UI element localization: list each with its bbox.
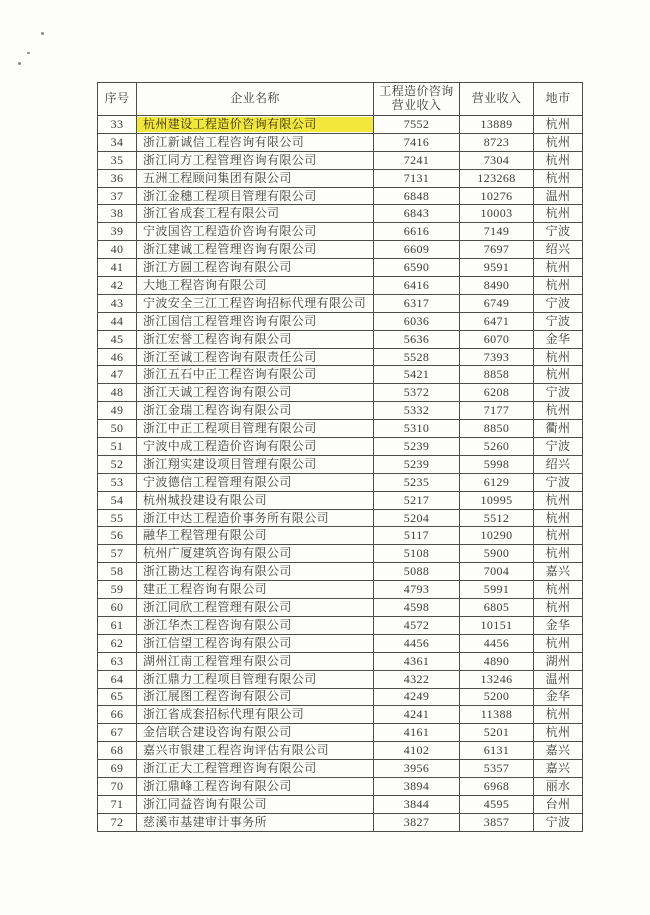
company-name-cell: 浙江天诚工程咨询有限公司 xyxy=(137,384,374,402)
company-name-cell: 金信联合建设咨询有限公司 xyxy=(137,724,374,742)
header-revenue: 营业收入 xyxy=(460,83,534,116)
table-row xyxy=(98,634,583,652)
city-cell: 宁波 xyxy=(534,223,583,241)
city-cell: 嘉兴 xyxy=(534,563,583,581)
revenue-cell: 5357 xyxy=(460,760,534,778)
rank-cell: 51 xyxy=(98,438,137,456)
cost-revenue-cell: 4361 xyxy=(374,652,460,670)
cost-revenue-cell: 5372 xyxy=(374,384,460,402)
cost-revenue-cell: 5421 xyxy=(374,366,460,384)
company-name-cell: 宁波国咨工程造价咨询有限公司 xyxy=(137,223,374,241)
company-name-cell xyxy=(137,116,374,134)
city-cell: 杭州 xyxy=(534,366,583,384)
cost-revenue-cell: 5239 xyxy=(374,438,460,456)
cost-revenue-cell: 6843 xyxy=(374,205,460,223)
revenue-cell: 7697 xyxy=(460,241,534,259)
revenue-cell: 8490 xyxy=(460,277,534,295)
company-name-cell: 浙江至诚工程咨询有限责任公司 xyxy=(137,348,374,366)
city-cell: 温州 xyxy=(534,187,583,205)
company-name-cell: 浙江中正工程项目管理有限公司 xyxy=(137,420,374,438)
rank-cell: 41 xyxy=(98,259,137,277)
cost-revenue-cell: 6036 xyxy=(374,312,460,330)
header-company-name: 企业名称 xyxy=(137,83,374,116)
revenue-cell: 5201 xyxy=(460,724,534,742)
table-row xyxy=(98,241,583,259)
company-name-cell: 浙江鼎力工程项目管理有限公司 xyxy=(137,670,374,688)
company-name-cell: 五洲工程顾问集团有限公司 xyxy=(137,169,374,187)
table-row xyxy=(98,742,583,760)
city-cell: 杭州 xyxy=(534,634,583,652)
rank-cell: 67 xyxy=(98,724,137,742)
table-row xyxy=(98,760,583,778)
table-row xyxy=(98,545,583,563)
rank-cell: 48 xyxy=(98,384,137,402)
table-row xyxy=(98,223,583,241)
revenue-cell: 3857 xyxy=(460,813,534,831)
company-name-cell: 浙江同欣工程管理有限公司 xyxy=(137,599,374,617)
rank-cell: 59 xyxy=(98,581,137,599)
header-cost-consulting-revenue: 工程造价咨询营业收入 xyxy=(374,83,460,116)
cost-revenue-cell: 4793 xyxy=(374,581,460,599)
rank-cell: 56 xyxy=(98,527,137,545)
table-row xyxy=(98,813,583,831)
city-cell: 杭州 xyxy=(534,706,583,724)
rank-cell: 53 xyxy=(98,473,137,491)
revenue-cell: 8850 xyxy=(460,420,534,438)
city-cell: 宁波 xyxy=(534,813,583,831)
table-row xyxy=(98,402,583,420)
cost-revenue-cell: 7416 xyxy=(374,133,460,151)
company-name-cell: 浙江省成套工程有限公司 xyxy=(137,205,374,223)
company-name-cell: 浙江勘达工程咨询有限公司 xyxy=(137,563,374,581)
rank-cell: 61 xyxy=(98,616,137,634)
cost-revenue-cell: 4456 xyxy=(374,634,460,652)
city-cell: 杭州 xyxy=(534,205,583,223)
scan-speck xyxy=(27,52,30,54)
revenue-cell: 6131 xyxy=(460,742,534,760)
table-body xyxy=(98,116,583,832)
cost-revenue-cell: 4102 xyxy=(374,742,460,760)
company-name-cell: 浙江金穗工程项目管理有限公司 xyxy=(137,187,374,205)
table-row xyxy=(98,777,583,795)
table-row xyxy=(98,366,583,384)
table-row xyxy=(98,724,583,742)
city-cell: 杭州 xyxy=(534,151,583,169)
revenue-cell: 6471 xyxy=(460,312,534,330)
cost-revenue-cell: 3844 xyxy=(374,795,460,813)
city-cell: 温州 xyxy=(534,670,583,688)
company-name-cell: 大地工程咨询有限公司 xyxy=(137,277,374,295)
revenue-cell: 6968 xyxy=(460,777,534,795)
cost-revenue-cell: 5239 xyxy=(374,455,460,473)
rank-cell: 60 xyxy=(98,599,137,617)
revenue-cell: 10290 xyxy=(460,527,534,545)
company-name-cell: 宁波安全三江工程咨询招标代理有限公司 xyxy=(137,294,374,312)
city-cell: 绍兴 xyxy=(534,241,583,259)
company-name-cell: 浙江同益咨询有限公司 xyxy=(137,795,374,813)
table-row xyxy=(98,706,583,724)
revenue-cell: 6805 xyxy=(460,599,534,617)
cost-revenue-cell: 4241 xyxy=(374,706,460,724)
revenue-cell: 9591 xyxy=(460,259,534,277)
cost-revenue-cell: 5217 xyxy=(374,491,460,509)
company-name-cell: 浙江宏誉工程咨询有限公司 xyxy=(137,330,374,348)
header-city: 地市 xyxy=(534,83,583,116)
revenue-cell: 7304 xyxy=(460,151,534,169)
city-cell: 杭州 xyxy=(534,402,583,420)
scan-speck xyxy=(40,31,44,35)
rank-cell: 38 xyxy=(98,205,137,223)
cost-revenue-cell: 4249 xyxy=(374,688,460,706)
table-row xyxy=(98,563,583,581)
rank-cell: 66 xyxy=(98,706,137,724)
city-cell: 宁波 xyxy=(534,473,583,491)
rank-cell: 64 xyxy=(98,670,137,688)
table-row xyxy=(98,133,583,151)
table-row xyxy=(98,795,583,813)
revenue-cell: 5260 xyxy=(460,438,534,456)
table-row xyxy=(98,205,583,223)
table-row xyxy=(98,616,583,634)
table-row xyxy=(98,652,583,670)
revenue-cell: 4595 xyxy=(460,795,534,813)
company-name-cell: 浙江中达工程造价事务所有限公司 xyxy=(137,509,374,527)
revenue-cell: 4456 xyxy=(460,634,534,652)
rank-cell: 44 xyxy=(98,312,137,330)
company-name-cell: 浙江国信工程管理咨询有限公司 xyxy=(137,312,374,330)
company-name-cell: 融华工程管理有限公司 xyxy=(137,527,374,545)
cost-revenue-cell: 3894 xyxy=(374,777,460,795)
table-row xyxy=(98,527,583,545)
company-ranking-table xyxy=(97,82,583,832)
header-rank: 序号 xyxy=(98,83,137,116)
revenue-cell: 7149 xyxy=(460,223,534,241)
revenue-cell: 6208 xyxy=(460,384,534,402)
table-row xyxy=(98,348,583,366)
cost-revenue-cell: 5310 xyxy=(374,420,460,438)
city-cell: 宁波 xyxy=(534,438,583,456)
city-cell: 杭州 xyxy=(534,169,583,187)
rank-cell: 42 xyxy=(98,277,137,295)
table-row xyxy=(98,330,583,348)
company-name-cell: 浙江金瑞工程咨询有限公司 xyxy=(137,402,374,420)
rank-cell: 43 xyxy=(98,294,137,312)
cost-revenue-cell: 4161 xyxy=(374,724,460,742)
city-cell: 湖州 xyxy=(534,652,583,670)
city-cell: 杭州 xyxy=(534,724,583,742)
company-name-cell: 浙江省成套招标代理有限公司 xyxy=(137,706,374,724)
table-row xyxy=(98,599,583,617)
rank-cell: 65 xyxy=(98,688,137,706)
rank-cell: 69 xyxy=(98,760,137,778)
cost-revenue-cell: 6416 xyxy=(374,277,460,295)
rank-cell: 71 xyxy=(98,795,137,813)
cost-revenue-cell: 4322 xyxy=(374,670,460,688)
table-row xyxy=(98,420,583,438)
table-row xyxy=(98,509,583,527)
company-name-cell: 浙江信望工程咨询有限公司 xyxy=(137,634,374,652)
city-cell: 台州 xyxy=(534,795,583,813)
rank-cell: 72 xyxy=(98,813,137,831)
revenue-cell: 5998 xyxy=(460,455,534,473)
revenue-cell: 8723 xyxy=(460,133,534,151)
city-cell: 嘉兴 xyxy=(534,742,583,760)
rank-cell: 50 xyxy=(98,420,137,438)
city-cell: 金华 xyxy=(534,688,583,706)
rank-cell: 37 xyxy=(98,187,137,205)
cost-revenue-cell: 6616 xyxy=(374,223,460,241)
company-name-cell: 浙江新诚信工程咨询有限公司 xyxy=(137,133,374,151)
company-name-cell: 宁波德信工程管理有限公司 xyxy=(137,473,374,491)
cost-revenue-cell: 3827 xyxy=(374,813,460,831)
company-name-cell: 浙江五石中正工程咨询有限公司 xyxy=(137,366,374,384)
revenue-cell: 5991 xyxy=(460,581,534,599)
cost-revenue-cell: 6609 xyxy=(374,241,460,259)
table-row xyxy=(98,688,583,706)
cost-revenue-cell: 5528 xyxy=(374,348,460,366)
cost-revenue-cell: 5636 xyxy=(374,330,460,348)
ranking-table-container xyxy=(97,82,582,832)
table-row xyxy=(98,384,583,402)
rank-cell: 36 xyxy=(98,169,137,187)
table-row xyxy=(98,312,583,330)
cost-revenue-cell: 7552 xyxy=(374,116,460,134)
revenue-cell: 6070 xyxy=(460,330,534,348)
table-row xyxy=(98,169,583,187)
table-row xyxy=(98,581,583,599)
table-row xyxy=(98,151,583,169)
table-row xyxy=(98,116,583,134)
rank-cell: 47 xyxy=(98,366,137,384)
city-cell: 杭州 xyxy=(534,545,583,563)
city-cell: 杭州 xyxy=(534,491,583,509)
company-name-cell: 浙江正大工程管理咨询有限公司 xyxy=(137,760,374,778)
rank-cell: 54 xyxy=(98,491,137,509)
city-cell: 杭州 xyxy=(534,116,583,134)
company-name-cell: 慈溪市基建审计事务所 xyxy=(137,813,374,831)
cost-revenue-cell: 4572 xyxy=(374,616,460,634)
revenue-cell: 13246 xyxy=(460,670,534,688)
rank-cell: 58 xyxy=(98,563,137,581)
table-row xyxy=(98,455,583,473)
city-cell: 金华 xyxy=(534,330,583,348)
company-name-cell: 浙江鼎峰工程咨询有限公司 xyxy=(137,777,374,795)
rank-cell: 55 xyxy=(98,509,137,527)
cost-revenue-cell: 5088 xyxy=(374,563,460,581)
revenue-cell: 5900 xyxy=(460,545,534,563)
company-name-cell: 杭州广厦建筑咨询有限公司 xyxy=(137,545,374,563)
revenue-cell: 5200 xyxy=(460,688,534,706)
cost-revenue-cell: 4598 xyxy=(374,599,460,617)
company-name-cell: 浙江方圆工程咨询有限公司 xyxy=(137,259,374,277)
header-row xyxy=(98,83,583,116)
city-cell: 杭州 xyxy=(534,133,583,151)
city-cell: 杭州 xyxy=(534,527,583,545)
company-name-cell: 浙江翔实建设项目管理有限公司 xyxy=(137,455,374,473)
revenue-cell: 7393 xyxy=(460,348,534,366)
city-cell: 宁波 xyxy=(534,294,583,312)
revenue-cell: 7177 xyxy=(460,402,534,420)
city-cell: 杭州 xyxy=(534,599,583,617)
table-row xyxy=(98,473,583,491)
rank-cell: 33 xyxy=(98,116,137,134)
cost-revenue-cell: 5117 xyxy=(374,527,460,545)
city-cell: 嘉兴 xyxy=(534,760,583,778)
city-cell: 宁波 xyxy=(534,384,583,402)
revenue-cell: 10276 xyxy=(460,187,534,205)
revenue-cell: 6129 xyxy=(460,473,534,491)
cost-revenue-cell: 7241 xyxy=(374,151,460,169)
cost-revenue-cell: 6848 xyxy=(374,187,460,205)
company-name-cell: 浙江建诚工程管理咨询有限公司 xyxy=(137,241,374,259)
rank-cell: 45 xyxy=(98,330,137,348)
rank-cell: 35 xyxy=(98,151,137,169)
company-name-cell: 杭州城投建设有限公司 xyxy=(137,491,374,509)
company-name-cell: 建正工程咨询有限公司 xyxy=(137,581,374,599)
rank-cell: 39 xyxy=(98,223,137,241)
rank-cell: 63 xyxy=(98,652,137,670)
cost-revenue-cell: 7131 xyxy=(374,169,460,187)
revenue-cell: 4890 xyxy=(460,652,534,670)
revenue-cell: 123268 xyxy=(460,169,534,187)
table-row xyxy=(98,277,583,295)
cost-revenue-cell: 5108 xyxy=(374,545,460,563)
cost-revenue-cell: 5204 xyxy=(374,509,460,527)
highlighted-company-name: 杭州建设工程造价咨询有限公司 xyxy=(137,117,373,132)
revenue-cell: 5512 xyxy=(460,509,534,527)
table-row xyxy=(98,670,583,688)
rank-cell: 52 xyxy=(98,455,137,473)
revenue-cell: 10151 xyxy=(460,616,534,634)
company-name-cell: 湖州江南工程管理有限公司 xyxy=(137,652,374,670)
city-cell: 衢州 xyxy=(534,420,583,438)
scan-speck xyxy=(18,62,21,65)
cost-revenue-cell: 3956 xyxy=(374,760,460,778)
company-name-cell: 浙江展图工程咨询有限公司 xyxy=(137,688,374,706)
cost-revenue-cell: 5332 xyxy=(374,402,460,420)
city-cell: 杭州 xyxy=(534,259,583,277)
table-header xyxy=(98,83,583,116)
table-row xyxy=(98,259,583,277)
revenue-cell: 7004 xyxy=(460,563,534,581)
city-cell: 杭州 xyxy=(534,277,583,295)
rank-cell: 68 xyxy=(98,742,137,760)
city-cell: 宁波 xyxy=(534,312,583,330)
company-name-cell: 嘉兴市银建工程咨询评估有限公司 xyxy=(137,742,374,760)
company-name-cell: 浙江同方工程管理咨询有限公司 xyxy=(137,151,374,169)
company-name-cell: 浙江华杰工程咨询有限公司 xyxy=(137,616,374,634)
rank-cell: 70 xyxy=(98,777,137,795)
rank-cell: 46 xyxy=(98,348,137,366)
city-cell: 杭州 xyxy=(534,509,583,527)
rank-cell: 62 xyxy=(98,634,137,652)
rank-cell: 57 xyxy=(98,545,137,563)
company-name-cell: 宁波中成工程造价咨询有限公司 xyxy=(137,438,374,456)
revenue-cell: 13889 xyxy=(460,116,534,134)
revenue-cell: 10003 xyxy=(460,205,534,223)
city-cell: 杭州 xyxy=(534,348,583,366)
revenue-cell: 8858 xyxy=(460,366,534,384)
city-cell: 绍兴 xyxy=(534,455,583,473)
cost-revenue-cell: 6590 xyxy=(374,259,460,277)
rank-cell: 40 xyxy=(98,241,137,259)
rank-cell: 34 xyxy=(98,133,137,151)
revenue-cell: 11388 xyxy=(460,706,534,724)
rank-cell: 49 xyxy=(98,402,137,420)
cost-revenue-cell: 5235 xyxy=(374,473,460,491)
city-cell: 金华 xyxy=(534,616,583,634)
cost-revenue-cell: 6317 xyxy=(374,294,460,312)
table-row xyxy=(98,187,583,205)
city-cell: 丽水 xyxy=(534,777,583,795)
table-row xyxy=(98,491,583,509)
revenue-cell: 6749 xyxy=(460,294,534,312)
table-row xyxy=(98,294,583,312)
revenue-cell: 10995 xyxy=(460,491,534,509)
table-row xyxy=(98,438,583,456)
city-cell: 杭州 xyxy=(534,581,583,599)
